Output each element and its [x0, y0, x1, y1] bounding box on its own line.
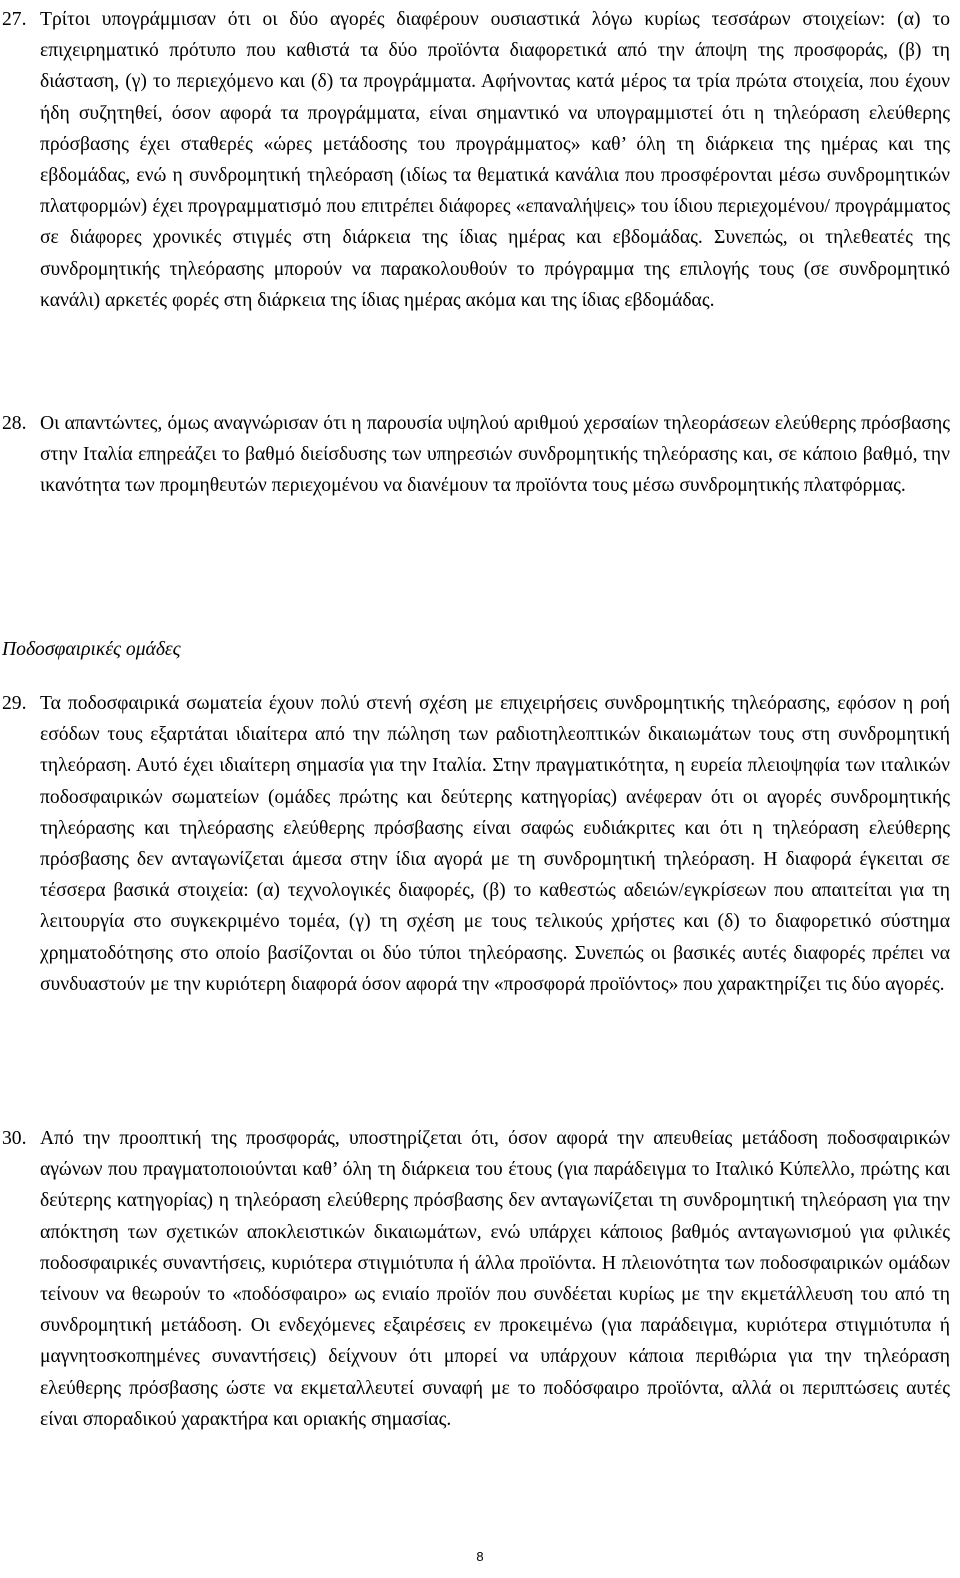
- paragraph-number: 29.: [2, 693, 27, 714]
- paragraph-number: 28.: [2, 413, 27, 434]
- paragraph-text: Τρίτοι υπογράμμισαν ότι οι δύο αγορές διαφέρουν ουσιαστικά λόγω κυρίως τεσσάρων στοιχείων: (α) το επιχειρηματικό πρότυπο που καθιστά τα δύο προϊόντα διαφορετικά από την άποψη της προσφοράς, (β) τη διάσταση, (γ) το περιεχόμενο και (δ) τα προγράμματα. Αφήνοντας κατά μέρος τα τρία πρώτα στοιχεία, που έχουν ήδη συζητηθεί, όσον αφορά τα προγράμματα, είναι σημαντικό να υπογραμμιστεί ότι η τηλεόραση ελεύθερης πρόσβασης έχει σταθερές «ώρες μετάδοσης του προγράμματος» καθ’ όλη τη διάρκεια της ημέρας και της εβδομάδας, ενώ η συνδρομητική τηλεόραση (ιδίως τα θεματικά κανάλια που προσφέρονται μέσω συνδρομητικών πλατφορμών) έχει προγραμματισμό που επιτρέπει διάφορες «επαναλήψεις» του ίδιου περιεχομένου/ προγράμματος σε διάφορες χρονικές στιγμές στη διάρκεια της ίδιας ημέρας και εβδομάδας. Συνεπώς, οι τηλεθεατές της συνδρομητικής τηλεόρασης μπορούν να παρακολουθούν το πρόγραμμα της επιλογής τους (σε συνδρομητικό κανάλι) αρκετές φορές στη διάρκεια της ίδιας ημέρας ακόμα και της ίδιας εβδομάδας.: [40, 9, 950, 311]
- paragraph-text: Οι απαντώντες, όμως αναγνώρισαν ότι η παρουσία υψηλού αριθμού χερσαίων τηλεοράσεων ελεύθερης πρόσβασης στην Ιταλία επηρεάζει το βαθμό διείσδυσης των υπηρεσιών συνδρομητικής τηλεόρασης και, σε κάποιο βαθμό, την ικανότητα των προμηθευτών περιεχομένου να διανέμουν τα προϊόντα τους μέσω συνδρομητικής πλατφόρμας.: [40, 413, 950, 497]
- paragraph-text: Τα ποδοσφαιρικά σωματεία έχουν πολύ στενή σχέση με επιχειρήσεις συνδρομητικής τηλεόρασης, εφόσον η ροή εσόδων τους εξαρτάται ιδιαίτερα από την πώληση των ραδιοτηλεοπτικών δικαιωμάτων τους στη συνδρομητική τηλεόραση. Αυτό έχει ιδιαίτερη σημασία για την Ιταλία. Στην πραγματικότητα, η ευρεία πλειοψηφία των ιταλικών ποδοσφαιρικών σωματείων (ομάδες πρώτης και δεύτερης κατηγορίας) ανέφεραν ότι οι αγορές συνδρομητικής τηλεόρασης και τηλεόρασης ελεύθερης πρόσβασης είναι σαφώς ευδιάκριτες και ότι η τηλεόραση ελεύθερης πρόσβασης δεν ανταγωνίζεται άμεσα στην ίδια αγορά με τη συνδρομητική τηλεόραση. Η διαφορά έγκειται σε τέσσερα βασικά στοιχεία: (α) τεχνολογικές διαφορές, (β) το καθεστώς αδειών/εγκρίσεων που απαιτείται για τη λειτουργία στο συγκεκριμένο τομέα, (γ) τη σχέση με τους τελικούς χρήστες και (δ) το διαφορετικό σύστημα χρηματοδότησης στο οποίο βασίζονται οι δύο τύποι τηλεόρασης. Συνεπώς οι βασικές αυτές διαφορές πρέπει να συνδυαστούν με την κυριότερη διαφορά όσον αφορά την «προσφορά προϊόντος» που χαρακτηρίζει τις δύο αγορές.: [40, 693, 950, 995]
- page-number: 8: [476, 1549, 484, 1564]
- paragraph-number: 30.: [2, 1128, 27, 1149]
- paragraph-text: Από την προοπτική της προσφοράς, υποστηρίζεται ότι, όσον αφορά την απευθείας μετάδοση ποδοσφαιρικών αγώνων που πραγματοποιούνται καθ’ όλη τη διάρκεια του έτους (για παράδειγμα το Ιταλικό Κύπελλο, πρώτης και δεύτερης κατηγορίας) η τηλεόραση ελεύθερης πρόσβασης δεν ανταγωνίζεται τη συνδρομητική τηλεόραση για την απόκτηση των σχετικών αποκλειστικών δικαιωμάτων, ενώ υπάρχει κάποιος βαθμός ανταγωνισμού για φιλικές ποδοσφαιρικές συναντήσεις, κυριότερα στιγμιότυπα ή άλλα προϊόντα. Η πλειονότητα των ποδοσφαιρικών ομάδων τείνουν να θεωρούν το «ποδόσφαιρο» ως ενιαίο προϊόν που συνδέεται κυρίως με την εκμετάλλευση του από τη συνδρομητική μετάδοση. Οι ενδεχόμενες εξαιρέσεις εν προκειμένω (για παράδειγμα, κυριότερα στιγμιότυπα ή μαγνητοσκοπημένες συναντήσεις) δείχνουν ότι μπορεί να υπάρχουν κάποια περιθώρια για την τηλεόραση ελεύθερης πρόσβασης ώστε να εκμεταλλευτεί συναφή με το ποδόσφαιρο προϊόντα, αλλά οι περιπτώσεις αυτές είναι σποραδικού χαρακτήρα και οριακής σημασίας.: [40, 1128, 950, 1430]
- section-heading: Ποδοσφαιρικές ομάδες: [2, 639, 181, 660]
- paragraph-number: 27.: [2, 9, 27, 30]
